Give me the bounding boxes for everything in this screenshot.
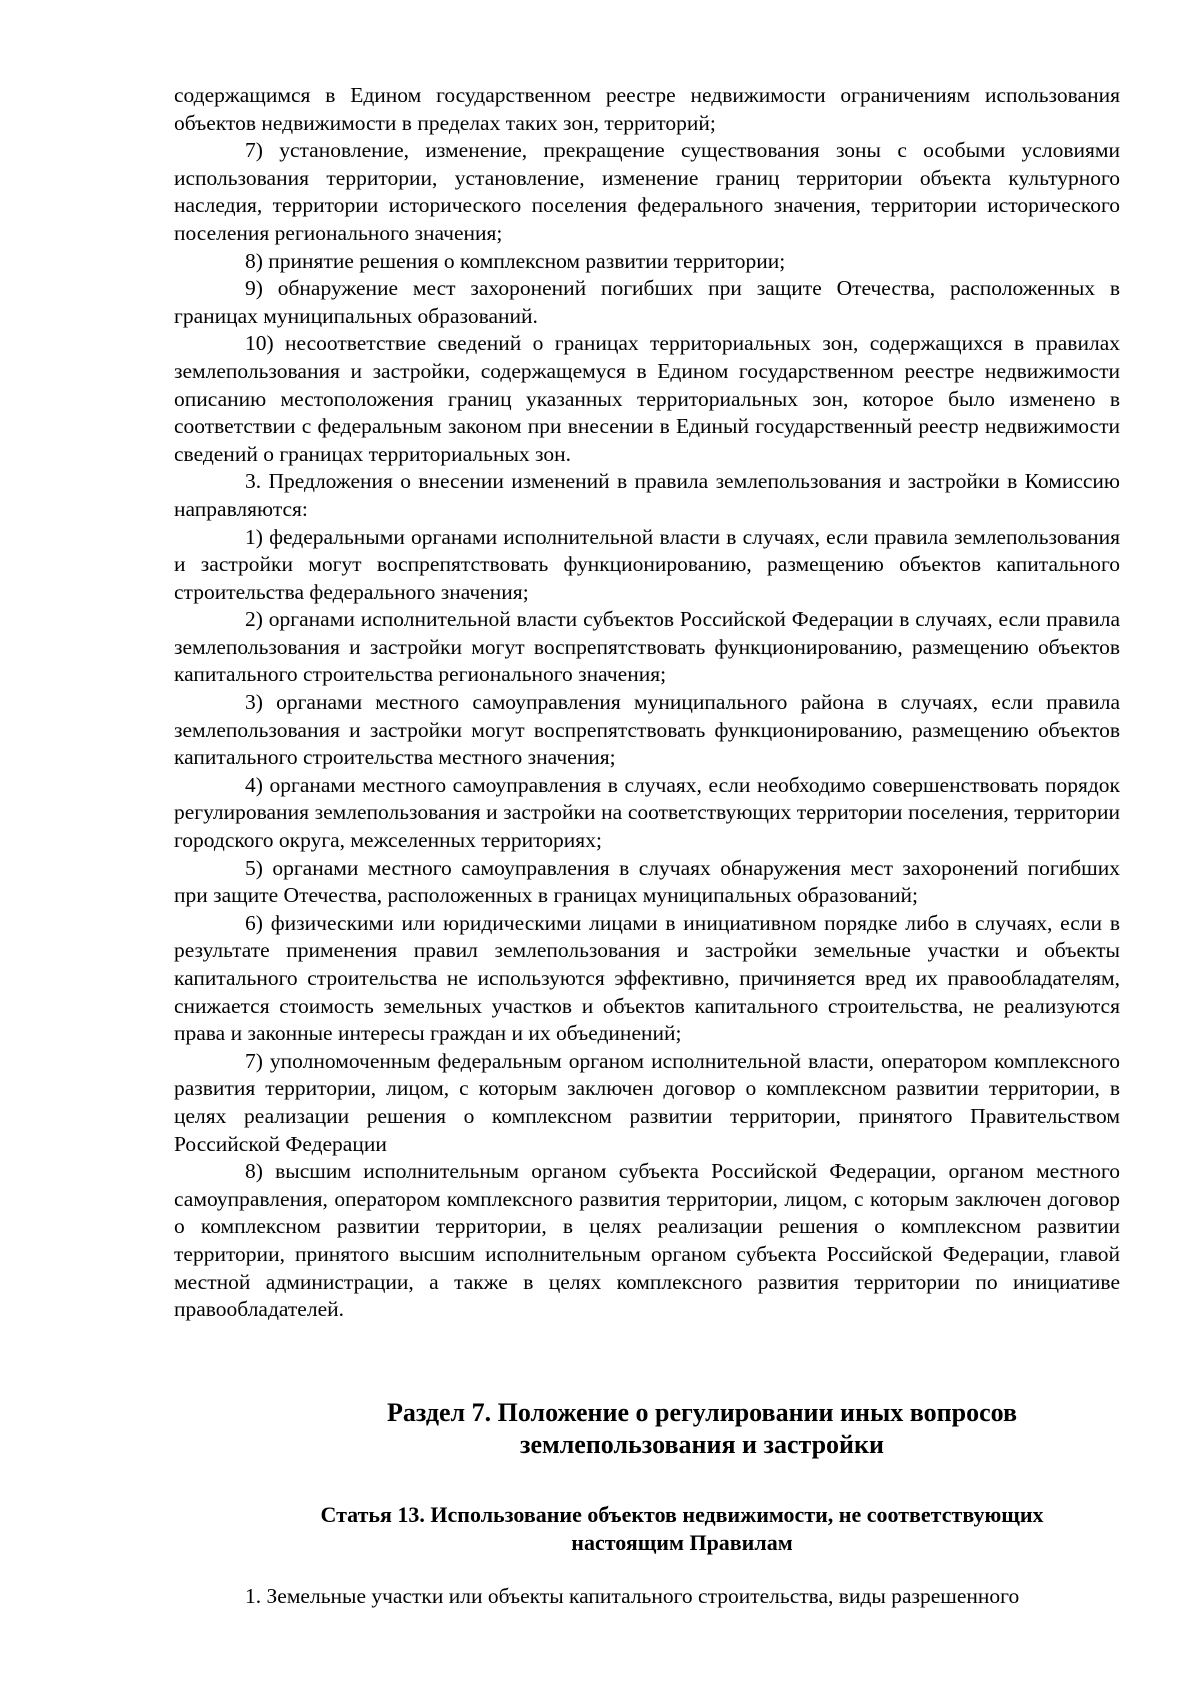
list-item-10-mismatch: 10) несоответствие сведений о границах территориальных зон, содержащихся в правилах землепользования и застройки, содержащемуся в Едином государственном реестре недвижимости описанию местоположения границ указанных территориальных зон, которое было изменено в соответствии с федеральным законом при внесении в Единый государственный реестр недвижимости сведений о границах территориальных зон. [174, 331, 1120, 466]
spacer [174, 1324, 1120, 1397]
proposal-item-7: 7) уполномоченным федеральным органом исполнительной власти, оператором комплексного развития территории, лицом, с которым заключен договор о комплексном развитии территории, в целях реализации решения о комплексном развитии территории, принятого Правительством Российской Федерации [174, 1048, 1120, 1156]
proposal-item-8: 8) высшим исполнительным органом субъекта Российской Федерации, органом местного самоуправления, оператором комплексного развития территории, лицом, с которым заключен договор о комплексном развитии территории, в целях реализации решения о комплексном развитии территории, принятого высшим исполнительным органом субъекта Российской Федерации, главой местной администрации, а также в целях комплексного развития территории по инициативе правообладателей. [174, 1159, 1120, 1322]
article-title [244, 1501, 1120, 1557]
section-title [284, 1397, 1120, 1461]
document-body [174, 82, 1120, 1610]
list-item-8-decision: 8) принятие решения о комплексном развитии территории; [245, 248, 786, 273]
spacer [174, 1557, 1120, 1583]
article-title-line-2: настоящим Правилам [571, 1529, 793, 1555]
spacer [174, 1461, 1120, 1501]
proposal-item-1: 1) федеральными органами исполнительной власти в случаях, если правила землепользования и застройки могут воспрепятствовать функционированию, размещению объектов капитального строительства федерального значения; [174, 524, 1120, 604]
list-item-9-burials: 9) обнаружение мест захоронений погибших при защите Отечества, расположенных в границах муниципальных образований. [174, 276, 1120, 328]
clause-3-proposals: 3. Предложения о внесении изменений в правила землепользования и застройки в Комиссию направляются: [174, 469, 1120, 521]
proposal-item-5: 5) органами местного самоуправления в случаях обнаружения мест захоронений погибших при защите Отечества, расположенных в границах муниципальных образований; [174, 855, 1120, 908]
proposal-item-2: 2) органами исполнительной власти субъектов Российской Федерации в случаях, если правила землепользования и застройки могут воспрепятствовать функционированию, размещению объектов капитального строительства регионального значения; [174, 607, 1120, 687]
article-13-clause-1: 1. Земельные участки или объекты капитального строительства, виды разрешенного [245, 1583, 1020, 1608]
list-item-7-zone: 7) установление, изменение, прекращение существования зоны с особыми условиями использования территории, установление, изменение границ территории объекта культурного наследия, территории исторического поселения федерального значения, территории исторического поселения регионального значения; [174, 138, 1120, 245]
proposal-item-4: 4) органами местного самоуправления в случаях, если необходимо совершенствовать порядок регулирования землепользования и застройки на соответствующих территории поселения, территории городского округа, межселенных территориях; [174, 772, 1120, 853]
paragraph-continuation: содержащимся в Едином государственном реестре недвижимости ограничениям использования объектов недвижимости в пределах таких зон, территорий; [174, 83, 1120, 135]
proposal-item-6: 6) физическими или юридическими лицами в инициативном порядке либо в случаях, если в результате применения правил землепользования и застройки земельные участки и объекты капитального строительства не используются эффективно, причиняется вред их правообладателям, снижается стоимость земельных участков и объектов капитального строительства, не реализуются права и законные интересы граждан и их объединений; [174, 910, 1120, 1046]
section-title-line-2: землепользования и застройки [520, 1429, 884, 1459]
article-title-line-1: Статья 13. Использование объектов недвижимости, не соответствующих [320, 1501, 1044, 1527]
section-title-line-1: Раздел 7. Положение о регулировании иных вопросов [386, 1397, 1018, 1427]
proposal-item-3: 3) органами местного самоуправления муниципального района в случаях, если правила землепользования и застройки могут воспрепятствовать функционированию, размещению объектов капитального строительства местного значения; [174, 690, 1120, 770]
